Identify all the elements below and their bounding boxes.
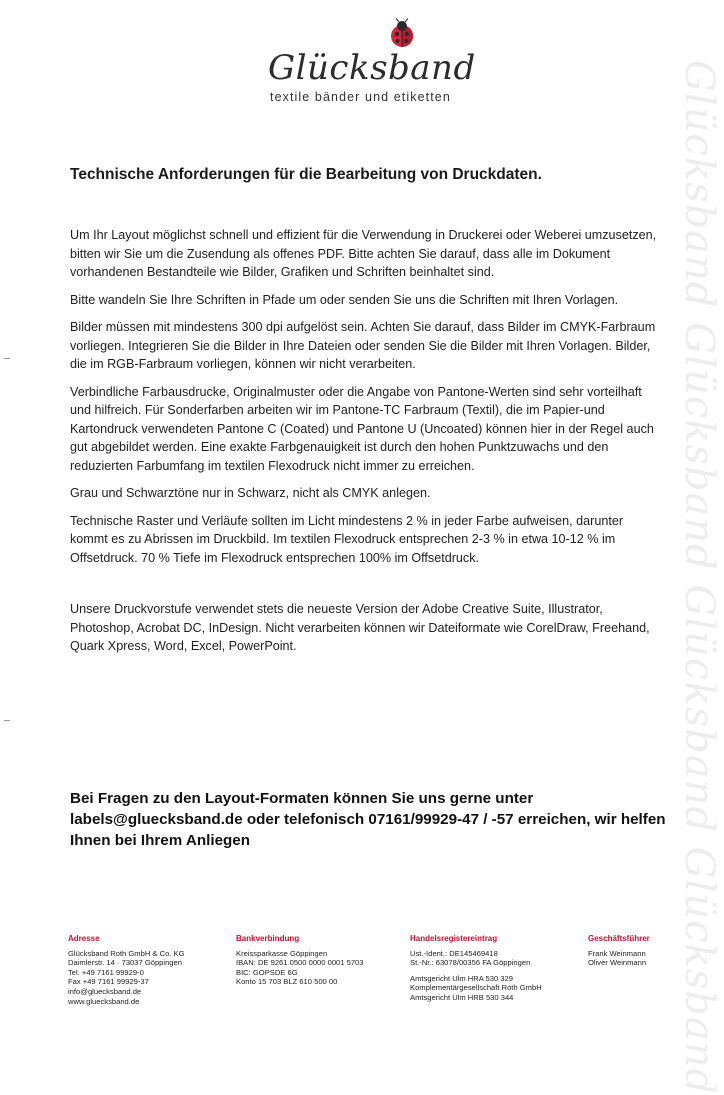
paragraph: Grau und Schwarztöne nur in Schwarz, nicht als CMYK anlegen. bbox=[70, 486, 431, 500]
footer-register bbox=[410, 934, 542, 1003]
paragraph: Verbindliche Farbausdrucke, Originalmuster oder die Angabe von Pantone-Werten sind sehr vorteilhaft und hilfreich. Für Sonderfarben arbeiten wir im Pantone-TC Farbraum (Textil), die im Papier-und Kartondruck verwendeten Pantone C (Coated) und Pantone U (Uncoated) können hier in der Regel auch gut abgebildet werden. Eine exakte Farbgenauigkeit ist durch den hohen Punktzuwachs und den reduzierten Farbumfang im textilen Flexodruck nicht immer zu erreichen. bbox=[70, 384, 654, 473]
ladybug-icon bbox=[386, 18, 418, 50]
logo-tagline: textile bänder und etiketten bbox=[270, 90, 451, 104]
footer-heading: Bankverbindung bbox=[236, 934, 300, 943]
footer-bank bbox=[236, 934, 364, 987]
document-title: Technische Anforderungen für die Bearbeitung von Druckdaten. bbox=[70, 166, 542, 183]
paragraph: Technische Raster und Verläufe sollten im Licht mindestens 2 % in jeder Farbe aufweisen, darunter kommt es zu Abrissen im Druckbild. Im textilen Flexodruck entsprechen 2-3 % in etwa 10-12 % im Offsetdruck. 70 % Tiefe im Flexodruck entsprechen 100% im Offsetdruck. bbox=[70, 513, 624, 565]
fold-mark bbox=[4, 358, 10, 359]
footer-line: Komplementärgesellschaft Roth GmbH bbox=[410, 983, 542, 993]
paragraph: Unsere Druckvorstufe verwendet stets die neueste Version der Adobe Creative Suite, Illustrator, Photoshop, Acrobat DC, InDesign. Nicht verarbeiten können wir Dateiformate wie CorelDraw, Freehand, Quark Xpress, Word, Excel, PowerPoint. bbox=[70, 602, 650, 653]
footer-address bbox=[68, 934, 184, 1006]
paragraph: Um Ihr Layout möglichst schnell und effizient für die Verwendung in Druckerei oder Weberei umzusetzen, bitten wir Sie um die Zusendung als offenes PDF. Bitte achten Sie darauf, dass alle im Dokument vorhandenen Bestandteile wie Bilder, Grafiken und Schriften beinhaltet sind. bbox=[70, 228, 657, 279]
footer-line: Fax +49 7161 99929-37 bbox=[68, 977, 149, 987]
footer-line: Konto 15 703 BLZ 610 500 00 bbox=[236, 977, 338, 987]
footer-line: Amtsgericht Ulm HRB 530 344 bbox=[410, 992, 514, 1002]
footer-line: Frank Weinmann bbox=[588, 948, 646, 958]
footer-line: Glücksband Roth GmbH & Co. KG bbox=[68, 948, 185, 958]
footer-line: IBAN: DE 9261 0500 0000 0001 5703 bbox=[236, 958, 364, 968]
footer-heading: Handelsregistereintrag bbox=[410, 934, 498, 943]
fold-mark bbox=[4, 720, 10, 721]
contact-note: Bei Fragen zu den Layout-Formaten können Sie uns gerne unter labels@gluecksband.de oder telefonisch 07161/99929-47 / -57 erreichen, wir helfen Ihnen bei Ihrem Anliegen bbox=[70, 790, 666, 849]
company-logo bbox=[262, 18, 476, 108]
footer-website[interactable]: www.gluecksband.de bbox=[68, 996, 140, 1006]
footer-line: Oliver Weinmann bbox=[588, 958, 647, 968]
footer-heading: Adresse bbox=[68, 934, 100, 943]
letterhead-footer bbox=[68, 934, 688, 1014]
footer-line: St.-Nr.: 63078/00356 FA Göppingen bbox=[410, 958, 531, 968]
paragraph: Bilder müssen mit mindestens 300 dpi aufgelöst sein. Achten Sie darauf, dass Bilder im CMYK-Farbraum vorliegen. Integrieren Sie die Bilder in Ihre Dateien oder senden Sie die Bilder mit Ihren Vorlagen. Bilder, die im RGB-Farbraum vorliegen, können wir nicht verarbeiten. bbox=[70, 320, 656, 371]
paragraph: Bitte wandeln Sie Ihre Schriften in Pfade um oder senden Sie uns die Schriften mit Ihren Vorlagen. bbox=[70, 292, 619, 307]
footer-line: Amtsgericht Ulm HRA 530 329 bbox=[410, 973, 513, 983]
footer-line: Tel. +49 7161 99929-0 bbox=[68, 967, 144, 977]
watermark bbox=[676, 60, 724, 1095]
footer-management bbox=[588, 934, 650, 968]
document-body bbox=[70, 226, 660, 665]
footer-line: BIC: GOPSDE 6G bbox=[236, 967, 298, 977]
footer-line: Kreissparkasse Göppingen bbox=[236, 948, 328, 958]
footer-email[interactable]: info@gluecksband.de bbox=[68, 986, 142, 996]
footer-line: Ust.-Ident.: DE145469418 bbox=[410, 948, 498, 958]
footer-line: Daimlerstr. 14 · 73037 Göppingen bbox=[68, 958, 182, 968]
watermark-text: Glücksband Glücksband Glücksband Glücksband bbox=[676, 60, 722, 1095]
logo-wordmark: Glücksband bbox=[268, 48, 476, 88]
footer-heading: Geschäftsführer bbox=[588, 934, 650, 943]
